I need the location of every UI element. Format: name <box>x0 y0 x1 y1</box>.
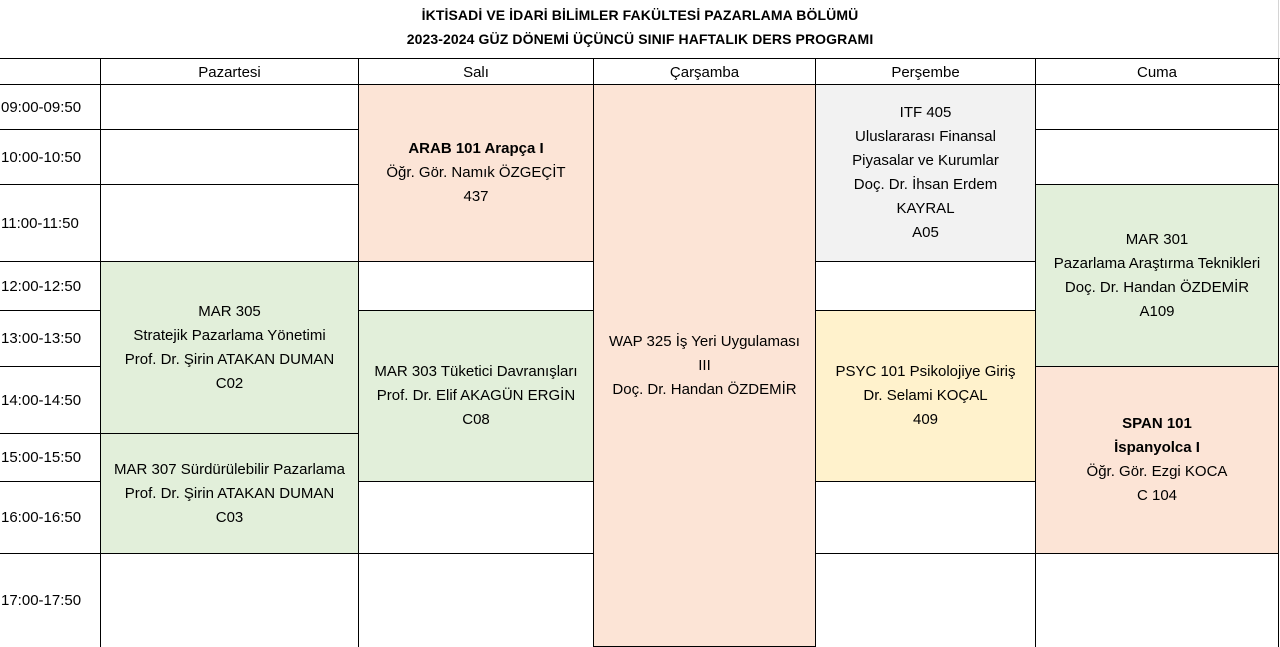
day-header-monday: Pazartesi <box>198 64 261 81</box>
gridline <box>1278 0 1279 58</box>
course-instructor: Dr. Selami KOÇAL <box>863 387 988 404</box>
schedule-title-line-1: İKTİSADİ VE İDARİ BİLİMLER FAKÜLTESİ PAZARLAMA BÖLÜMÜ <box>421 7 859 23</box>
day-header-thursday: Perşembe <box>891 64 960 81</box>
time-slot: 14:00-14:50 <box>1 391 82 409</box>
course-cell-span101 <box>1035 366 1279 554</box>
course-name: WAP 325 İş Yeri Uygulaması <box>609 332 800 350</box>
time-slot: 12:00-12:50 <box>1 277 82 295</box>
course-instructor-continued: KAYRAL <box>896 200 955 217</box>
course-cell-mar305 <box>100 261 359 434</box>
day-header-friday: Cuma <box>1136 64 1177 81</box>
course-name: ARAB 101 Arapça I <box>408 140 544 157</box>
course-cell-mar301 <box>1035 184 1279 367</box>
course-room: 409 <box>912 411 939 428</box>
course-instructor: Prof. Dr. Şirin ATAKAN DUMAN <box>124 350 335 368</box>
course-instructor: Prof. Dr. Elif AKAGÜN ERGİN <box>376 387 576 404</box>
course-code: MAR 305 <box>198 302 261 320</box>
course-cell-wap325 <box>593 84 816 647</box>
course-code: MAR 301 <box>1125 230 1189 248</box>
course-room: C02 <box>215 374 244 392</box>
course-cell-mar307 <box>100 433 359 554</box>
course-cell-itf405 <box>815 84 1036 262</box>
course-instructor: Doç. Dr. Handan ÖZDEMİR <box>612 380 797 398</box>
course-room: C 104 <box>1136 487 1178 504</box>
course-code: SPAN 101 <box>1122 415 1192 432</box>
course-instructor: Öğr. Gör. Namık ÖZGEÇİT <box>386 164 566 181</box>
course-instructor: Öğr. Gör. Ezgi KOCA <box>1086 463 1228 480</box>
time-slot: 13:00-13:50 <box>1 330 82 347</box>
course-cell-mar303 <box>358 310 594 482</box>
course-name-continued: Piyasalar ve Kurumlar <box>852 152 999 169</box>
time-slot: 09:00-09:50 <box>1 98 82 116</box>
course-room: C03 <box>215 508 244 526</box>
time-slot: 16:00-16:50 <box>1 509 82 526</box>
course-cell-arab101 <box>358 84 594 262</box>
course-instructor: Doç. Dr. Handan ÖZDEMİR <box>1064 278 1250 296</box>
course-name: İspanyolca I <box>1114 439 1200 456</box>
day-header-tuesday: Salı <box>463 64 489 81</box>
row-divider <box>815 553 1035 554</box>
day-header-wednesday: Çarşamba <box>669 64 740 81</box>
time-slot: 11:00-11:50 <box>1 214 79 232</box>
course-room: A109 <box>1139 302 1175 320</box>
course-name: Stratejik Pazarlama Yönetimi <box>133 326 326 344</box>
course-name: Pazarlama Araştırma Teknikleri <box>1053 254 1261 272</box>
row-divider <box>1035 129 1278 130</box>
row-divider <box>358 553 593 554</box>
schedule-title-line-2: 2023-2024 GÜZ DÖNEMİ ÜÇÜNCÜ SINIF HAFTALIK DERS PROGRAMI <box>406 31 874 47</box>
course-name: PSYC 101 Psikolojiye Giriş <box>835 363 1016 380</box>
row-divider <box>100 129 358 130</box>
course-code: ITF 405 <box>899 104 952 121</box>
time-slot: 10:00-10:50 <box>1 148 82 166</box>
course-name: Uluslararası Finansal <box>855 128 996 145</box>
course-cell-psyc101 <box>815 310 1036 482</box>
row-divider <box>100 184 358 185</box>
course-name: MAR 303 Tüketici Davranışları <box>374 363 578 380</box>
time-slot: 15:00-15:50 <box>1 449 82 466</box>
course-instructor: Doç. Dr. İhsan Erdem <box>853 176 998 193</box>
course-room: 437 <box>463 188 489 205</box>
course-room: C08 <box>462 411 490 428</box>
course-name: MAR 307 Sürdürülebilir Pazarlama <box>114 460 345 478</box>
course-name-continued: III <box>698 356 711 374</box>
course-instructor: Prof. Dr. Şirin ATAKAN DUMAN <box>124 484 335 502</box>
course-room: A05 <box>912 224 939 241</box>
time-slot: 17:00-17:50 <box>1 592 82 609</box>
